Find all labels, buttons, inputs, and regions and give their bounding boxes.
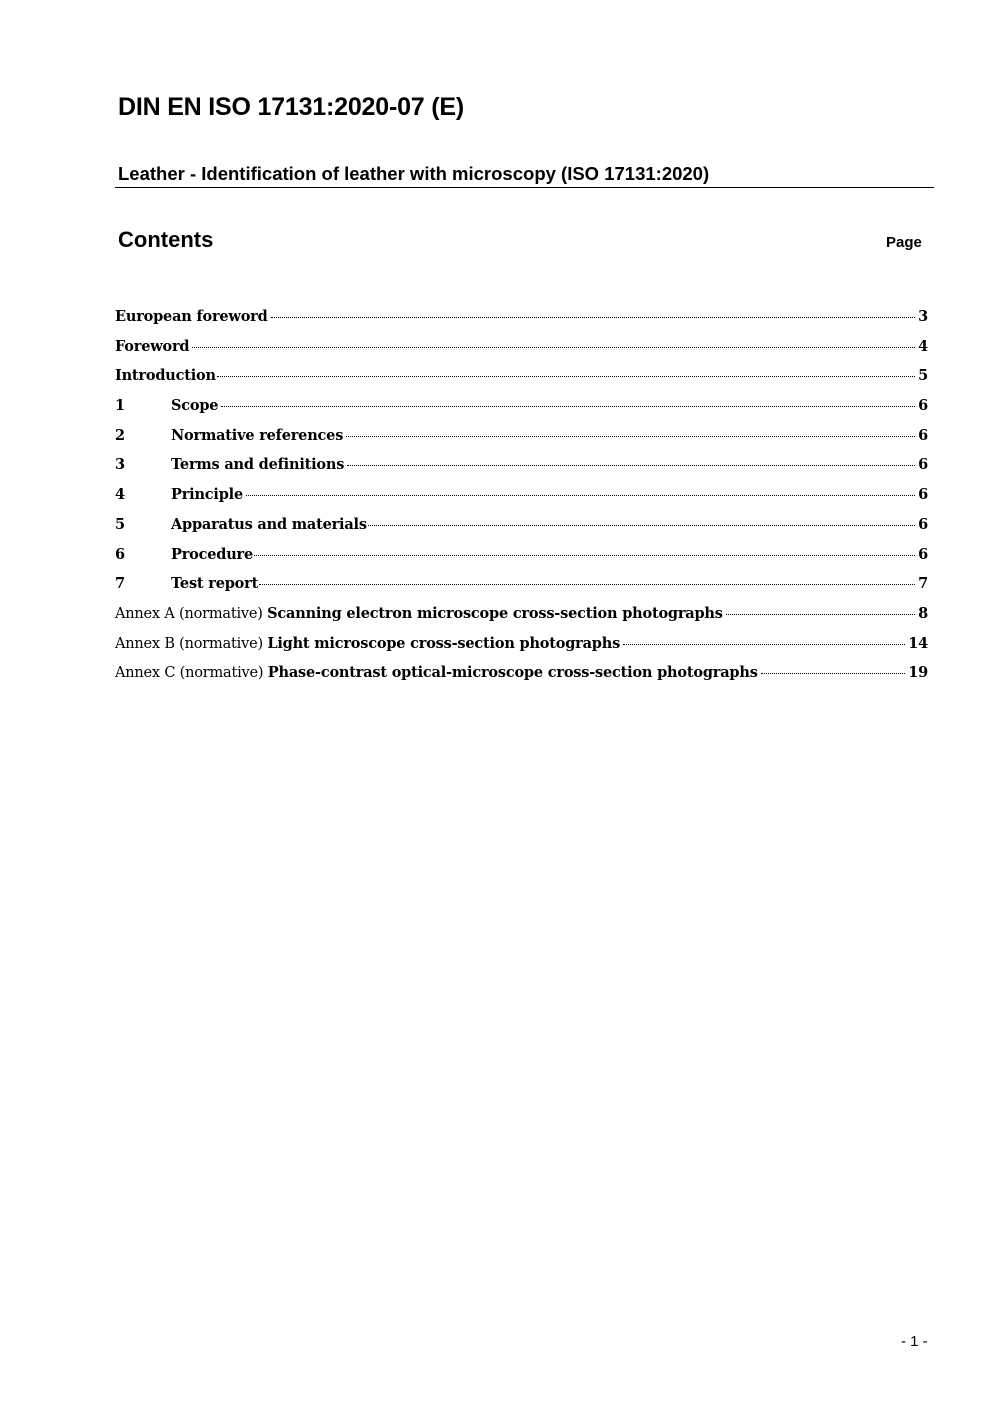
toc-entry-annex-a[interactable] xyxy=(115,605,928,635)
toc-entry-number: 3 xyxy=(115,456,125,474)
toc-entry-title[interactable] xyxy=(115,635,620,652)
toc-entry-page: 3 xyxy=(918,308,928,325)
toc-entry-number: 5 xyxy=(115,515,125,533)
toc-entry-european-foreword[interactable] xyxy=(115,308,928,338)
toc-entry-principle[interactable] xyxy=(115,486,928,516)
toc-entry-introduction[interactable] xyxy=(115,367,928,397)
toc-entry-procedure[interactable] xyxy=(115,546,928,576)
toc-dot-leader xyxy=(726,614,915,615)
toc-entry-title[interactable]: Procedure xyxy=(171,545,254,563)
toc-entry-page: 6 xyxy=(918,515,928,533)
toc-entry-number: 4 xyxy=(115,486,125,504)
toc-annex-title: Light microscope cross-section photographs xyxy=(267,634,621,652)
document-title: DIN EN ISO 17131:2020-07 (E) xyxy=(118,93,464,121)
page-column-heading: Page xyxy=(886,234,922,251)
contents-heading: Contents xyxy=(118,227,214,252)
toc-dot-leader xyxy=(217,376,915,377)
toc-entry-page: 7 xyxy=(918,575,928,593)
toc-annex-label: Annex A (normative) xyxy=(115,605,268,622)
toc-entry-page: 6 xyxy=(918,545,928,563)
toc-entry-title[interactable]: Terms and definitions xyxy=(171,456,345,474)
toc-dot-leader xyxy=(254,555,915,556)
toc-entry-page: 6 xyxy=(918,426,928,444)
toc-annex-title: Phase-contrast optical-microscope cross-section photographs xyxy=(267,664,758,682)
toc-dot-leader xyxy=(246,495,915,496)
toc-entry-page: 6 xyxy=(918,397,928,415)
toc-dot-leader xyxy=(368,525,915,526)
toc-entry-title[interactable]: Foreword xyxy=(115,337,190,355)
toc-entry-title[interactable]: Apparatus and materials xyxy=(171,515,367,533)
toc-dot-leader xyxy=(192,347,915,348)
document-subtitle: Leather - Identification of leather with microscopy (ISO 17131:2020) xyxy=(118,163,710,184)
toc-entry-title[interactable]: Scope xyxy=(171,397,219,415)
toc-annex-label: Annex B (normative) xyxy=(115,635,268,652)
toc-entry-apparatus-and-materials[interactable] xyxy=(115,516,928,546)
toc-entry-number: 2 xyxy=(115,426,125,444)
toc-entry-title[interactable] xyxy=(115,664,758,681)
table-of-contents xyxy=(115,308,928,694)
toc-dot-leader xyxy=(761,673,906,674)
toc-entry-title[interactable]: Normative references xyxy=(171,426,344,444)
toc-entry-scope[interactable] xyxy=(115,397,928,427)
toc-entry-test-report[interactable] xyxy=(115,575,928,605)
toc-entry-page: 19 xyxy=(908,664,928,682)
toc-entry-title[interactable] xyxy=(115,605,723,622)
toc-entry-annex-c[interactable] xyxy=(115,664,928,694)
toc-entry-foreword[interactable] xyxy=(115,338,928,368)
toc-entry-page: 14 xyxy=(908,634,928,652)
toc-entry-title[interactable]: Introduction xyxy=(115,367,216,385)
toc-dot-leader xyxy=(259,584,915,585)
toc-annex-title: Scanning electron microscope cross-section photographs xyxy=(267,604,723,622)
toc-entry-title[interactable]: Test report xyxy=(171,575,259,593)
toc-entry-title[interactable]: Principle xyxy=(171,486,244,504)
toc-entry-number: 6 xyxy=(115,545,125,563)
toc-entry-number: 7 xyxy=(115,575,125,593)
toc-entry-title[interactable]: European foreword xyxy=(115,308,268,325)
toc-entry-normative-references[interactable] xyxy=(115,427,928,457)
toc-entry-page: 6 xyxy=(918,456,928,474)
toc-dot-leader xyxy=(221,406,915,407)
toc-entry-terms-and-definitions[interactable] xyxy=(115,456,928,486)
toc-entry-page: 4 xyxy=(918,337,928,355)
toc-entry-number: 1 xyxy=(115,397,125,415)
toc-dot-leader xyxy=(346,436,915,437)
toc-entry-page: 5 xyxy=(918,367,928,385)
subtitle-divider xyxy=(115,187,934,188)
page-number-footer: - 1 - xyxy=(901,1333,928,1350)
toc-dot-leader xyxy=(271,317,916,318)
toc-entry-page: 8 xyxy=(918,604,928,622)
toc-dot-leader xyxy=(347,465,915,466)
toc-dot-leader xyxy=(623,644,905,645)
toc-entry-annex-b[interactable] xyxy=(115,635,928,665)
toc-annex-label: Annex C (normative) xyxy=(115,665,268,682)
toc-entry-page: 6 xyxy=(918,486,928,504)
